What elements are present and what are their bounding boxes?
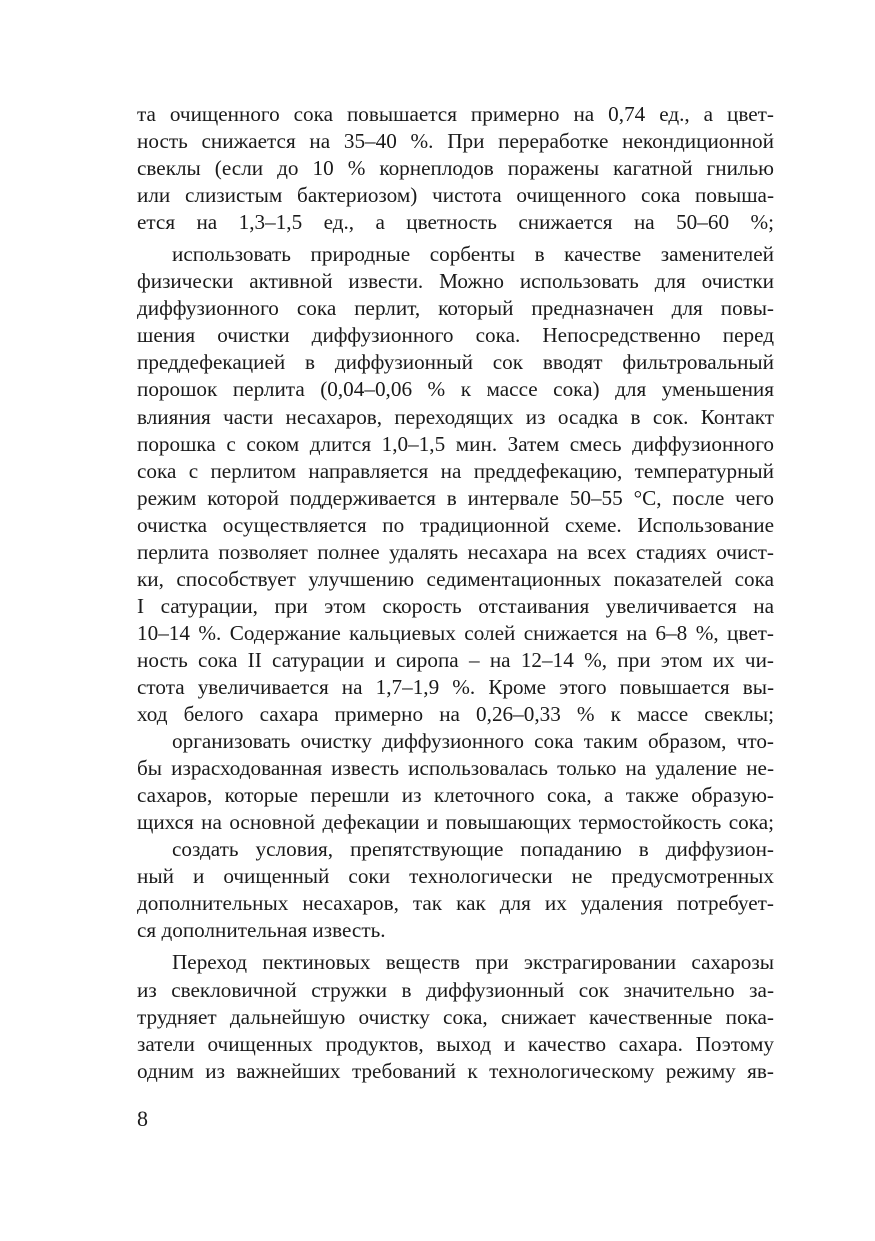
body-text [137,101,774,1085]
text-line: одним из важнейших требований к технологическому режиму яв- [137,1058,774,1083]
text-line: свеклы (если до 10 % корнеплодов поражены кагатной гнилью [137,156,774,181]
paragraph-1 [137,101,774,236]
text-line: ся дополнительная известь. [137,918,386,943]
text-line: организовать очистку диффузионного сока таким образом, что- [172,729,774,754]
text-line: порошок перлита (0,04–0,06 % к массе сока) для уменьшения [137,377,774,402]
text-line: создать условия, препятствующие попаданию в диффузион- [172,837,774,862]
text-line: та очищенного сока повышается примерно на 0,74 ед., а цвет- [137,102,774,126]
text-line: ность снижается на 35–40 %. При переработке некондиционной [137,129,774,154]
text-line: сока с перлитом направляется на преддефекацию, температурный [137,458,774,483]
text-line: ход белого сахара примерно на 0,26–0,33 % к массе свеклы; [137,702,774,727]
text-line: влияния части несахаров, переходящих из осадка в сок. Контакт [137,404,774,429]
text-line: порошка с соком длится 1,0–1,5 мин. Затем смесь диффузионного [137,431,774,456]
text-line: затели очищенных продуктов, выход и качество сахара. Поэтому [137,1031,774,1056]
text-line: бы израсходованная известь использовалась только на удаление не- [137,756,774,781]
text-line: I сатурации, при этом скорость отстаивания увеличивается на [137,593,774,618]
page-number: 8 [137,1106,148,1131]
paragraph-5 [137,949,774,1084]
text-line: Переход пектиновых веществ при экстрагировании сахарозы [172,950,774,975]
text-line: перлита позволяет полнее удалять несахара на всех стадиях очист- [137,539,774,564]
text-line: дополнительных несахаров, так как для их удаления потребует- [137,891,774,916]
text-line: стота увеличивается на 1,7–1,9 %. Кроме этого повышается вы- [137,674,774,699]
text-line: шения очистки диффузионного сока. Непосредственно перед [137,323,774,348]
text-line: или слизистым бактериозом) чистота очищенного сока повыша- [137,183,774,208]
text-line: преддефекацией в диффузионный сок вводят фильтровальный [137,350,774,375]
paragraph-3 [137,728,774,836]
paragraph-2 [137,241,774,728]
text-line: ность сока II сатурации и сиропа – на 12–14 %, при этом их чи- [137,647,774,672]
text-line: физически активной извести. Можно использовать для очистки [137,269,774,294]
text-line: из свекловичной стружки в диффузионный сок значительно за- [137,977,774,1002]
text-line: трудняет дальнейшую очистку сока, снижает качественные пока- [137,1004,774,1029]
text-line: режим которой поддерживается в интервале 50–55 °С, после чего [137,485,774,510]
text-line: диффузионного сока перлит, который предназначен для повы- [137,296,774,321]
text-line: ный и очищенный соки технологически не предусмотренных [137,864,774,889]
text-line: ки, способствует улучшению седиментационных показателей сока [137,566,774,591]
paragraph-4 [137,836,774,944]
text-line: щихся на основной дефекации и повышающих термостойкость сока; [137,810,774,835]
text-line: ется на 1,3–1,5 ед., а цветность снижается на 50–60 %; [137,210,774,235]
text-line: очистка осуществляется по традиционной схеме. Использование [137,512,774,537]
text-line: 10–14 %. Содержание кальциевых солей снижается на 6–8 %, цвет- [137,620,774,645]
text-line: сахаров, которые перешли из клеточного сока, а также образую- [137,783,774,808]
text-line: использовать природные сорбенты в качестве заменителей [172,242,774,267]
